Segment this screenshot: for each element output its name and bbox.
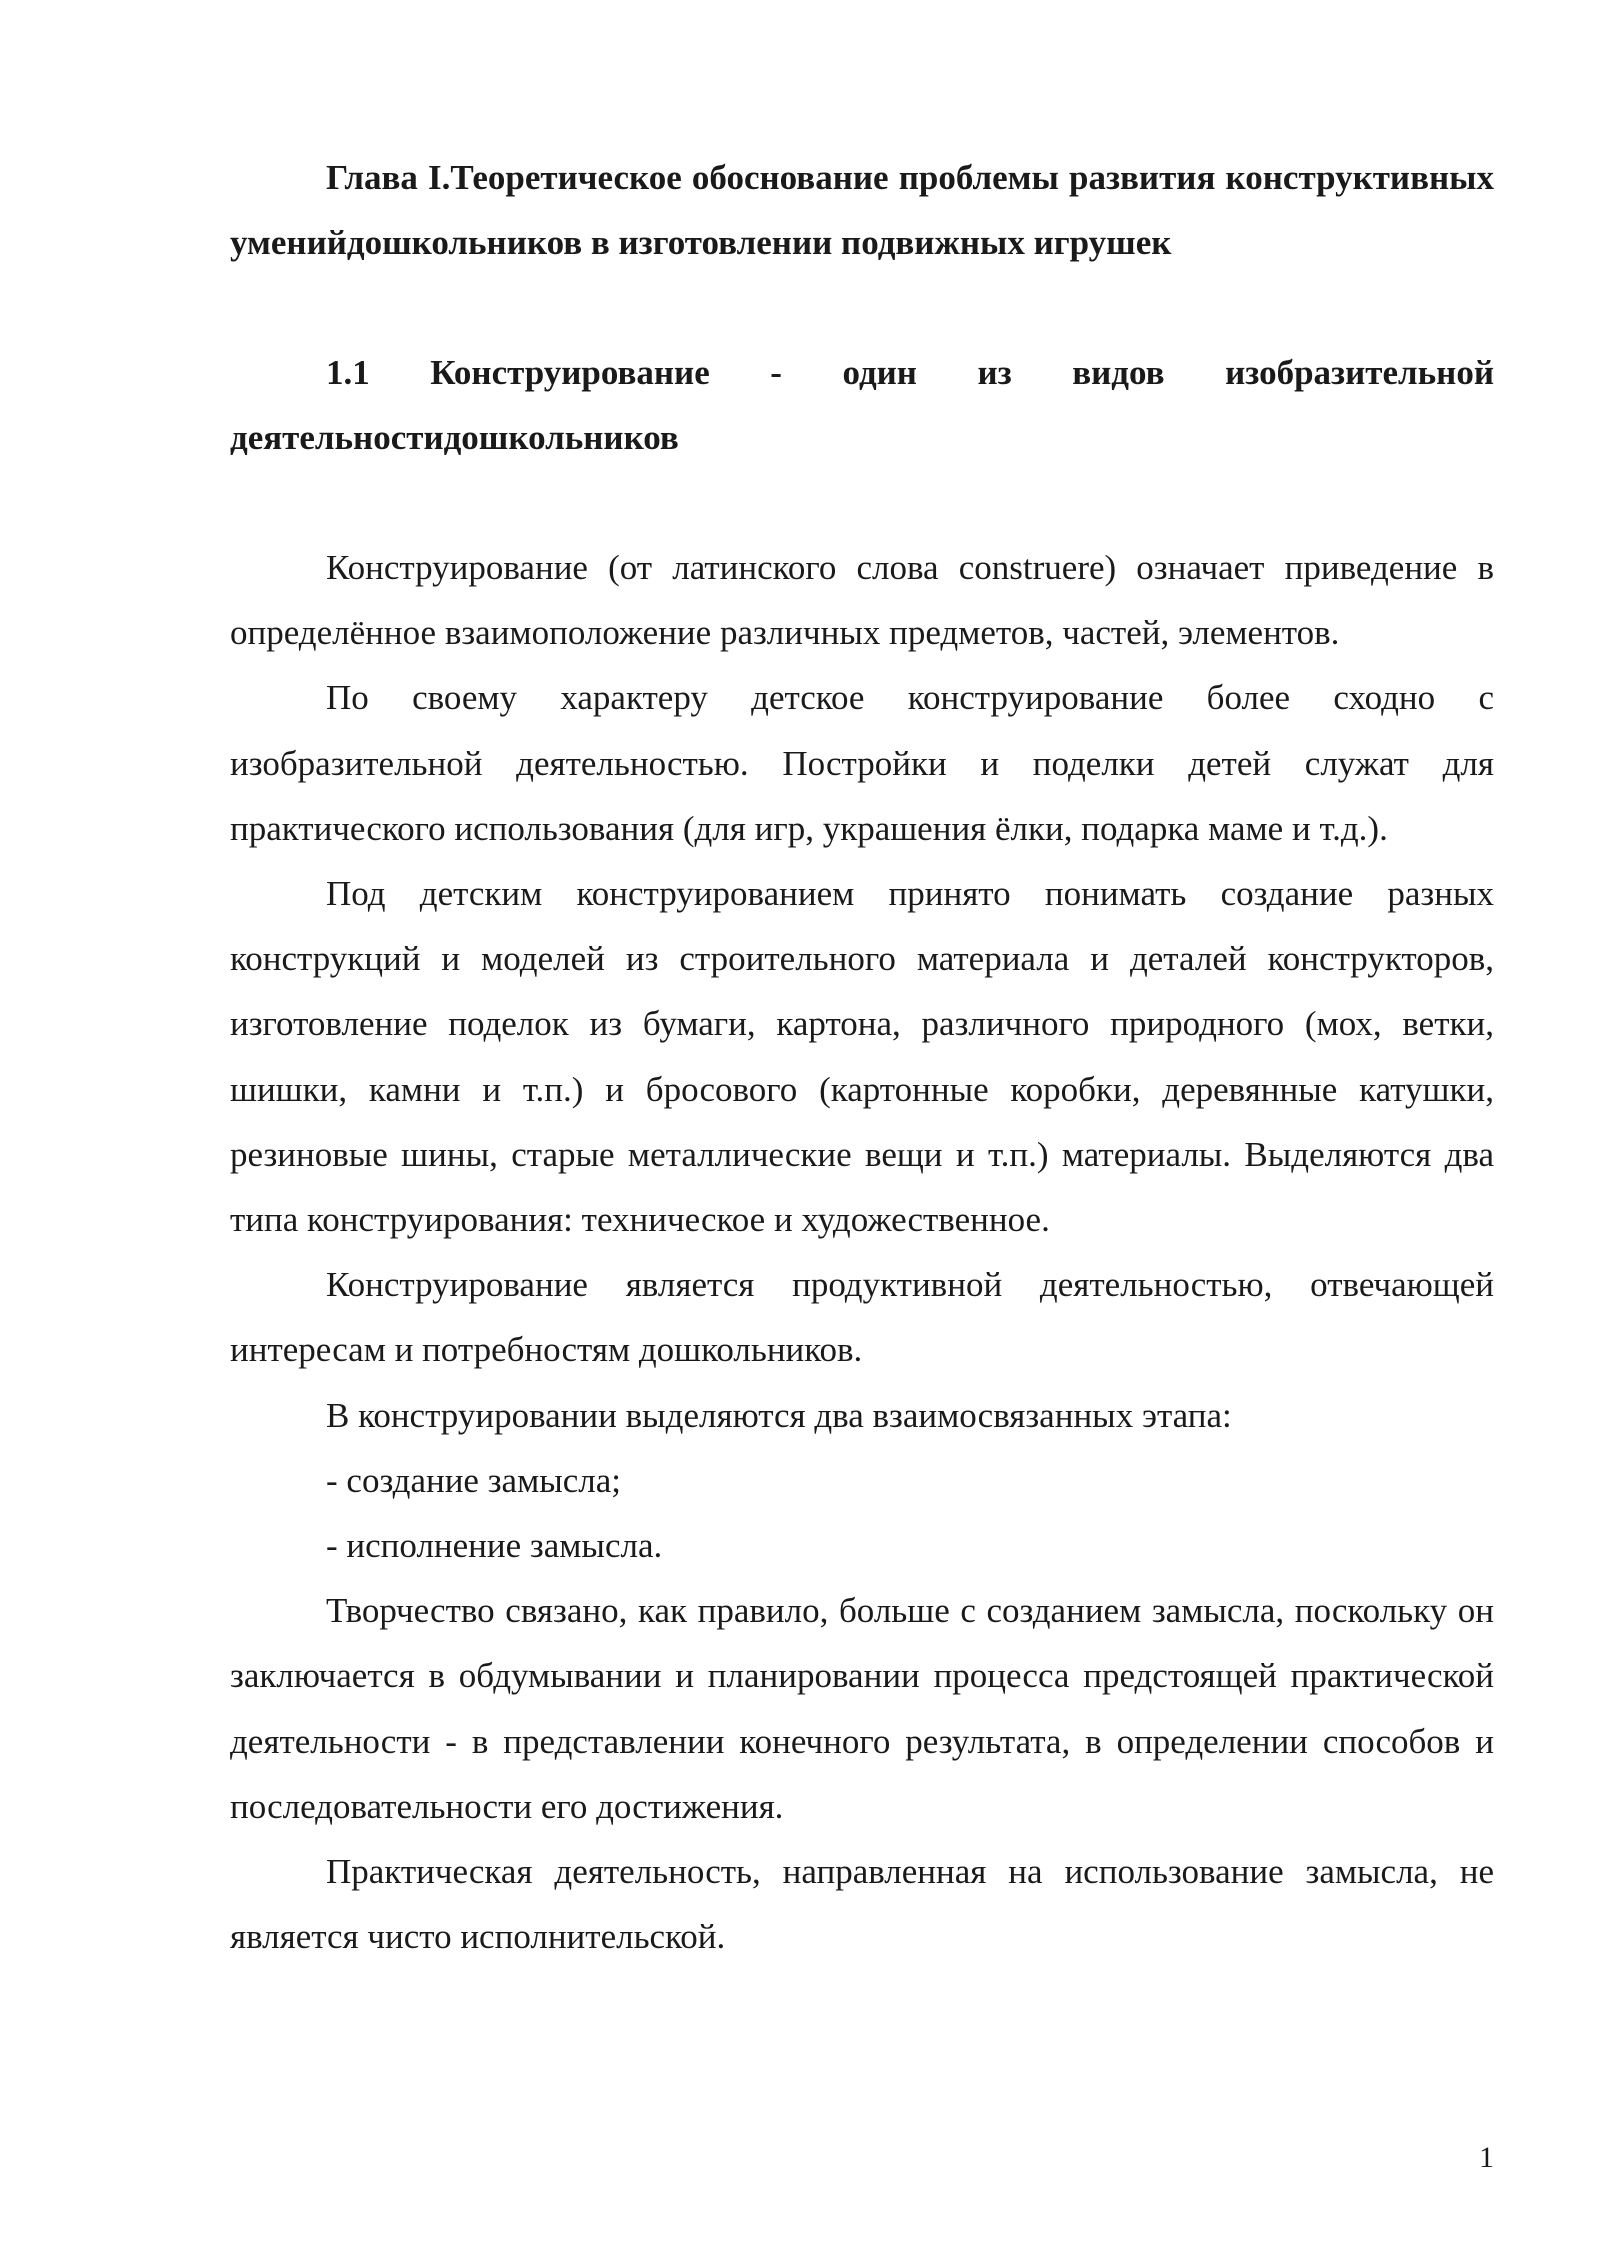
page-number: 1 [1479,2141,1494,2174]
paragraph: В конструировании выделяются два взаимосвязанных этапа: [326,1395,1232,1435]
paragraph: Конструирование является продуктивной деятельностью, отвечающей интересам и потребностям дошкольников. [230,1265,1494,1370]
paragraph: Под детским конструированием принято понимать создание разных конструкций и моделей из строительного материала и деталей конструкторов, изготовление поделок из бумаги, картона, различного природного (мох, ветки, шишки, камни и т.п.) и бросового (картонные коробки, деревянные катушки, резиновые шины, старые металлические вещи и т.п.) материалы. Выделяются два типа конструирования: техническое и художественное. [230,874,1494,1240]
paragraph: По своему характеру детское конструирование более сходно с изобразительной деятельностью. Постройки и поделки детей служат для практического использования (для игр, украшения ёлки, подарка маме и т.д.). [230,678,1494,848]
list-item: - исполнение замысла. [326,1526,663,1566]
paragraph: Творчество связано, как правило, больше с созданием замысла, поскольку он заключается в обдумывании и планировании процесса предстоящей практической деятельности - в представлении конечного результата, в определении способов и последовательности его достижения. [230,1591,1494,1826]
paragraph: Конструирование (от латинского слова construere) означает приведение в определённое взаимоположение различных предметов, частей, элементов. [230,548,1494,653]
chapter-heading: Глава I.Теоретическое обоснование проблемы развития конструктивных уменийдошкольников в изготовлении подвижных игрушек [230,158,1494,262]
paragraph: Практическая деятельность, направленная на использование замысла, не является чисто исполнительской. [230,1852,1494,1957]
list-item: - создание замысла; [326,1460,622,1500]
section-heading: 1.1 Конструирование - один из видов изобразительной деятельностидошкольников [230,353,1494,457]
document-page [230,145,1494,1969]
